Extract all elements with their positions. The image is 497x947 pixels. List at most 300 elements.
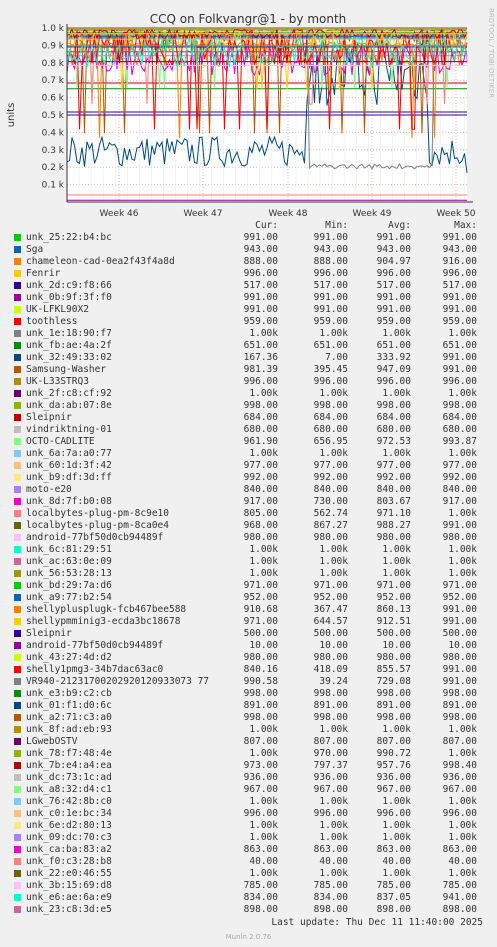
legend-max-value: 993.87 — [442, 436, 477, 447]
legend-min-value: 1.00k — [319, 832, 348, 843]
legend-swatch — [14, 750, 21, 757]
legend-max-value: 1.00k — [448, 388, 477, 399]
legend-swatch — [14, 702, 21, 709]
legend-max-value: 1.00k — [448, 448, 477, 459]
side-label: RRDTOOL / TOBI OETIKER — [487, 8, 495, 99]
legend-row — [0, 460, 497, 472]
legend-avg-value: 1.00k — [382, 448, 411, 459]
legend-series-name: unk_01:f1:d0:6c — [26, 700, 112, 711]
legend-swatch — [14, 870, 21, 877]
legend-swatch — [14, 438, 21, 445]
legend-swatch — [14, 666, 21, 673]
legend-avg-value: 807.00 — [376, 736, 411, 747]
legend-swatch — [14, 570, 21, 577]
legend-cur-value: 891.00 — [243, 700, 278, 711]
legend-max-value: 917.00 — [442, 496, 477, 507]
legend-avg-value: 837.05 — [376, 892, 411, 903]
legend-avg-value: 517.00 — [376, 280, 411, 291]
legend-min-value: 971.00 — [313, 580, 348, 591]
legend-swatch — [14, 534, 21, 541]
legend-max-value: 998.00 — [442, 712, 477, 723]
legend-swatch — [14, 618, 21, 625]
legend-row — [0, 352, 497, 364]
legend-max-value: 40.00 — [448, 856, 477, 867]
y-tick-label: 0.5 k — [41, 111, 64, 121]
legend-min-value: 998.00 — [313, 400, 348, 411]
legend-row — [0, 424, 497, 436]
legend-min-value: 996.00 — [313, 808, 348, 819]
legend-avg-value: 1.00k — [382, 328, 411, 339]
legend-avg-value: 996.00 — [376, 376, 411, 387]
legend-cur-value: 952.00 — [243, 592, 278, 603]
legend-max-value: 977.00 — [442, 460, 477, 471]
legend-min-value: 395.45 — [313, 364, 348, 375]
legend-avg-value: 998.00 — [376, 712, 411, 723]
y-tick-label: 0.3 k — [41, 145, 64, 156]
legend-series-name: unk_23:c8:3d:e5 — [26, 904, 112, 915]
legend-series-name: unk_2f:c8:cf:92 — [26, 388, 112, 399]
legend-avg-value: 943.00 — [376, 244, 411, 255]
legend-avg-value: 891.00 — [376, 700, 411, 711]
legend-cur-value: 967.00 — [243, 784, 278, 795]
legend-min-value: 992.00 — [313, 472, 348, 483]
legend-cur-value: 996.00 — [243, 808, 278, 819]
legend-row — [0, 280, 497, 292]
legend-cur-value: 980.00 — [243, 532, 278, 543]
legend-min-value: 991.00 — [313, 232, 348, 243]
legend-max-value: 998.40 — [442, 760, 477, 771]
legend-row — [0, 304, 497, 316]
legend-min-value: 1.00k — [319, 724, 348, 735]
legend-avg-value: 1.00k — [382, 724, 411, 735]
legend-max-value: 952.00 — [442, 592, 477, 603]
legend-cur-value: 1.00k — [249, 748, 278, 759]
legend-min-value: 888.00 — [313, 256, 348, 267]
legend-cur-value: 680.00 — [243, 424, 278, 435]
legend-max-value: 807.00 — [442, 736, 477, 747]
legend-max-value: 898.00 — [442, 904, 477, 915]
legend-swatch — [14, 366, 21, 373]
legend-avg-value: 803.67 — [376, 496, 411, 507]
legend-cur-value: 1.00k — [249, 868, 278, 879]
legend-swatch — [14, 354, 21, 361]
legend-min-value: 680.00 — [313, 424, 348, 435]
legend-swatch — [14, 258, 21, 265]
legend-cur-value: 1.00k — [249, 556, 278, 567]
legend-cur-value: 807.00 — [243, 736, 278, 747]
legend-max-value: 1.00k — [448, 556, 477, 567]
legend-avg-value: 996.00 — [376, 808, 411, 819]
legend-row — [0, 712, 497, 724]
legend-row — [0, 652, 497, 664]
legend-cur-value: 167.36 — [243, 352, 278, 363]
legend-avg-value: 1.00k — [382, 820, 411, 831]
legend-min-value: 418.09 — [313, 664, 348, 675]
legend-max-value: 1.00k — [448, 328, 477, 339]
legend-min-value: 967.00 — [313, 784, 348, 795]
legend-cur-value: 785.00 — [243, 880, 278, 891]
legend-min-value: 898.00 — [313, 904, 348, 915]
legend-series-name: unk_78:f7:48:4e — [26, 748, 112, 759]
x-tick-label: Week 47 — [183, 209, 223, 219]
legend-swatch — [14, 498, 21, 505]
legend-series-name: unk_32:49:33:02 — [26, 352, 112, 363]
legend-min-value: 1.00k — [319, 388, 348, 399]
legend-series-name: shellyplusplugk-fcb467bee588 — [26, 604, 187, 615]
legend-swatch — [14, 510, 21, 517]
legend-series-name: localbytes-plug-pm-8c9e10 — [26, 508, 169, 519]
legend-swatch — [14, 762, 21, 769]
legend-avg-value: 680.00 — [376, 424, 411, 435]
legend-avg-value: 971.10 — [376, 508, 411, 519]
legend-cur-value: 971.00 — [243, 580, 278, 591]
munin-version: Munin 2.0.76 — [225, 933, 272, 941]
legend-max-value: 991.00 — [442, 676, 477, 687]
legend-swatch — [14, 726, 21, 733]
legend-max-value: 941.00 — [442, 892, 477, 903]
legend-row — [0, 376, 497, 388]
legend-max-value: 991.00 — [442, 292, 477, 303]
legend-swatch — [14, 654, 21, 661]
legend-cur-value: 651.00 — [243, 340, 278, 351]
legend-row — [0, 784, 497, 796]
legend-avg-value: 998.00 — [376, 400, 411, 411]
legend-series-name: vindriktning-01 — [26, 424, 112, 435]
y-tick-label: 0.1 k — [41, 180, 64, 191]
legend-min-value: 980.00 — [313, 532, 348, 543]
legend-avg-value: 971.00 — [376, 580, 411, 591]
legend-avg-value: 1.00k — [382, 568, 411, 579]
legend-row — [0, 724, 497, 736]
legend-min-value: 1.00k — [319, 820, 348, 831]
legend-swatch — [14, 582, 21, 589]
legend-avg-value: 729.08 — [376, 676, 411, 687]
legend-cur-value: 910.68 — [243, 604, 278, 615]
legend-cur-value: 991.00 — [243, 304, 278, 315]
legend-cur-value: 863.00 — [243, 844, 278, 855]
legend-cur-value: 998.00 — [243, 712, 278, 723]
legend-swatch — [14, 606, 21, 613]
legend-max-value: 996.00 — [442, 376, 477, 387]
legend-min-value: 867.27 — [313, 520, 348, 531]
y-tick-label: 1.0 k — [41, 24, 64, 34]
legend-min-value: 1.00k — [319, 448, 348, 459]
legend-series-name: VR940-21231700202920120933073 77 — [26, 676, 210, 687]
legend-row — [0, 532, 497, 544]
legend-cur-value: 998.00 — [243, 400, 278, 411]
legend-swatch — [14, 906, 21, 913]
legend-series-name: unk_6c:81:29:51 — [26, 544, 112, 555]
legend-row — [0, 496, 497, 508]
legend-max-value: 991.00 — [442, 604, 477, 615]
legend-min-value: 998.00 — [313, 688, 348, 699]
legend-row — [0, 256, 497, 268]
legend-row — [0, 580, 497, 592]
legend-swatch — [14, 450, 21, 457]
legend-row — [0, 436, 497, 448]
legend-swatch — [14, 246, 21, 253]
legend-min-value: 39.24 — [319, 676, 348, 687]
legend-min-value: 10.00 — [319, 640, 348, 651]
legend-series-name: android-77bf50d0cb94489f — [26, 532, 164, 543]
legend-cur-value: 996.00 — [243, 268, 278, 279]
legend-row — [0, 616, 497, 628]
legend-series-name: unk_e6:ae:6a:e9 — [26, 892, 112, 903]
legend-row — [0, 556, 497, 568]
legend-cur-value: 1.00k — [249, 568, 278, 579]
legend-row — [0, 868, 497, 880]
legend-series-name: unk_6a:7a:a0:77 — [26, 448, 112, 459]
legend-cur-value: 991.00 — [243, 232, 278, 243]
legend-series-name: unk_60:1d:3f:42 — [26, 460, 112, 471]
legend-max-value: 1.00k — [448, 724, 477, 735]
legend-row — [0, 484, 497, 496]
chart-title: CCQ on Folkvangr@1 - by month — [149, 12, 347, 26]
legend-series-name: UK-L33STRQ3 — [26, 376, 89, 387]
legend-row — [0, 592, 497, 604]
legend-series-name: Samsung-Washer — [26, 364, 107, 375]
col-max: Max: — [454, 220, 477, 231]
legend-row — [0, 508, 497, 520]
legend-cur-value: 992.00 — [243, 472, 278, 483]
legend-avg-value: 998.00 — [376, 688, 411, 699]
legend-avg-value: 500.00 — [376, 628, 411, 639]
legend-swatch — [14, 882, 21, 889]
legend-series-name: android-77bf50d0cb94489f — [26, 640, 164, 651]
legend-series-name: localbytes-plug-pm-8ca0e4 — [26, 520, 169, 531]
legend-series-name: unk_76:42:8b:c0 — [26, 796, 112, 807]
legend-avg-value: 977.00 — [376, 460, 411, 471]
legend-max-value: 840.00 — [442, 484, 477, 495]
legend-cur-value: 1.00k — [249, 820, 278, 831]
chart-area — [0, 0, 497, 220]
legend-series-name: unk_8f:ad:eb:93 — [26, 724, 112, 735]
legend-min-value: 936.00 — [313, 772, 348, 783]
y-tick-label: 0.8 k — [41, 58, 64, 69]
legend-cur-value: 840.16 — [243, 664, 278, 675]
legend-row — [0, 244, 497, 256]
legend-swatch — [14, 630, 21, 637]
legend-cur-value: 980.00 — [243, 652, 278, 663]
legend-cur-value: 840.00 — [243, 484, 278, 495]
legend-max-value: 998.00 — [442, 400, 477, 411]
legend-min-value: 840.00 — [313, 484, 348, 495]
legend-cur-value: 973.00 — [243, 760, 278, 771]
legend-avg-value: 936.00 — [376, 772, 411, 783]
legend-max-value: 863.00 — [442, 844, 477, 855]
legend-series-name: unk_8d:7f:b0:08 — [26, 496, 112, 507]
legend-row — [0, 676, 497, 688]
legend-series-name: moto-e20 — [26, 484, 72, 495]
legend-avg-value: 904.97 — [376, 256, 411, 267]
legend-max-value: 980.00 — [442, 532, 477, 543]
legend-min-value: 970.00 — [313, 748, 348, 759]
legend-min-value: 1.00k — [319, 868, 348, 879]
legend-avg-value: 840.00 — [376, 484, 411, 495]
legend-avg-value: 1.00k — [382, 796, 411, 807]
legend-swatch — [14, 642, 21, 649]
legend-row — [0, 844, 497, 856]
x-tick-label: Week 49 — [352, 209, 392, 219]
legend-min-value: 952.00 — [313, 592, 348, 603]
legend-min-value: 998.00 — [313, 712, 348, 723]
legend-cur-value: 10.00 — [249, 640, 278, 651]
legend-row — [0, 832, 497, 844]
legend-swatch — [14, 774, 21, 781]
legend-avg-value: 785.00 — [376, 880, 411, 891]
legend-cur-value: 834.00 — [243, 892, 278, 903]
legend-max-value: 967.00 — [442, 784, 477, 795]
col-cur: Cur: — [255, 220, 278, 231]
legend-cur-value: 500.00 — [243, 628, 278, 639]
legend-max-value: 959.00 — [442, 316, 477, 327]
y-tick-label: 0.6 k — [41, 93, 64, 104]
legend-max-value: 916.00 — [442, 256, 477, 267]
legend-max-value: 991.00 — [442, 616, 477, 627]
legend-series-name: unk_dc:73:1c:ad — [26, 772, 112, 783]
legend-avg-value: 333.92 — [376, 352, 411, 363]
legend-series-name: unk_56:53:28:13 — [26, 568, 112, 579]
legend-max-value: 1.00k — [448, 832, 477, 843]
legend-row — [0, 820, 497, 832]
legend-cur-value: 1.00k — [249, 388, 278, 399]
legend-row — [0, 796, 497, 808]
legend-avg-value: 912.51 — [376, 616, 411, 627]
legend-swatch — [14, 810, 21, 817]
legend-swatch — [14, 858, 21, 865]
legend-swatch — [14, 282, 21, 289]
legend-max-value: 680.00 — [442, 424, 477, 435]
legend-row — [0, 640, 497, 652]
legend-series-name: unk_43:27:4d:d2 — [26, 652, 112, 663]
legend-swatch — [14, 270, 21, 277]
legend-series-name: unk_a9:77:b2:54 — [26, 592, 112, 603]
legend-swatch — [14, 330, 21, 337]
legend-avg-value: 10.00 — [382, 640, 411, 651]
x-tick-label: Week 50 — [436, 209, 476, 219]
legend-series-name: unk_09:dc:70:c3 — [26, 832, 112, 843]
legend-series-name: unk_b9:df:3d:ff — [26, 472, 112, 483]
legend-swatch — [14, 558, 21, 565]
legend-max-value: 996.00 — [442, 268, 477, 279]
legend-series-name: unk_e3:b9:c2:cb — [26, 688, 112, 699]
legend-max-value: 991.00 — [442, 232, 477, 243]
legend-series-name: unk_25:22:b4:bc — [26, 232, 112, 243]
legend-min-value: 943.00 — [313, 244, 348, 255]
legend-row — [0, 748, 497, 760]
legend-min-value: 785.00 — [313, 880, 348, 891]
legend-max-value: 991.00 — [442, 364, 477, 375]
legend-row — [0, 880, 497, 892]
legend-cur-value: 943.00 — [243, 244, 278, 255]
legend-max-value: 991.00 — [442, 664, 477, 675]
legend-row — [0, 316, 497, 328]
legend-series-name: unk_22:e0:46:55 — [26, 868, 112, 879]
legend-series-name: chameleon-cad-0ea2f43f4a8d — [26, 256, 175, 267]
legend-series-name: Sga — [26, 244, 44, 255]
legend-swatch — [14, 738, 21, 745]
legend-min-value: 367.47 — [313, 604, 348, 615]
legend-avg-value: 967.00 — [376, 784, 411, 795]
legend-series-name: unk_a2:71:c3:a0 — [26, 712, 112, 723]
legend-avg-value: 959.00 — [376, 316, 411, 327]
legend-cur-value: 1.00k — [249, 544, 278, 555]
legend-swatch — [14, 378, 21, 385]
legend-max-value: 1.00k — [448, 868, 477, 879]
legend-row — [0, 904, 497, 916]
legend-avg-value: 947.09 — [376, 364, 411, 375]
legend-series-name: unk_c0:1e:bc:34 — [26, 808, 112, 819]
legend-series-name: Fenrir — [26, 268, 61, 279]
legend-series-name: unk_bd:29:7a:d6 — [26, 580, 112, 591]
legend-min-value: 684.00 — [313, 412, 348, 423]
legend-swatch — [14, 294, 21, 301]
legend-series-name: unk_ac:63:0e:09 — [26, 556, 112, 567]
legend-min-value: 1.00k — [319, 544, 348, 555]
legend-row — [0, 412, 497, 424]
legend-series-name: unk_a8:32:d4:c1 — [26, 784, 112, 795]
legend-avg-value: 990.72 — [376, 748, 411, 759]
y-axis-label: units — [6, 102, 17, 128]
legend-swatch — [14, 306, 21, 313]
legend-swatch — [14, 234, 21, 241]
legend-series-name: Sleipnir — [26, 628, 72, 639]
legend-min-value: 980.00 — [313, 652, 348, 663]
legend-series-name: LGwebOSTV — [26, 736, 78, 747]
legend-series-name: OCTO-CADLITE — [26, 436, 95, 447]
legend-min-value: 991.00 — [313, 304, 348, 315]
x-tick-label: Week 46 — [99, 209, 139, 219]
legend-max-value: 1.00k — [448, 796, 477, 807]
legend-max-value: 1.00k — [448, 748, 477, 759]
legend-row — [0, 700, 497, 712]
legend-series-name: unk_ca:ba:83:a2 — [26, 844, 112, 855]
legend-swatch — [14, 390, 21, 397]
legend-max-value: 684.00 — [442, 412, 477, 423]
legend-avg-value: 972.53 — [376, 436, 411, 447]
legend-max-value: 980.00 — [442, 652, 477, 663]
legend-max-value: 1.00k — [448, 544, 477, 555]
legend-avg-value: 991.00 — [376, 304, 411, 315]
legend-row — [0, 448, 497, 460]
legend-row — [0, 544, 497, 556]
legend-swatch — [14, 546, 21, 553]
legend-row — [0, 388, 497, 400]
legend-swatch — [14, 462, 21, 469]
legend-min-value: 730.00 — [313, 496, 348, 507]
legend-series-name: unk_3b:15:69:d8 — [26, 880, 112, 891]
legend-max-value: 991.00 — [442, 304, 477, 315]
legend-cur-value: 971.00 — [243, 616, 278, 627]
legend-swatch — [14, 474, 21, 481]
legend-cur-value: 1.00k — [249, 832, 278, 843]
legend-cur-value: 959.00 — [243, 316, 278, 327]
legend-min-value: 644.57 — [313, 616, 348, 627]
legend-max-value: 998.00 — [442, 688, 477, 699]
legend-row — [0, 268, 497, 280]
legend-series-name: unk_f0:c3:28:b8 — [26, 856, 112, 867]
legend-avg-value: 860.13 — [376, 604, 411, 615]
legend-avg-value: 1.00k — [382, 832, 411, 843]
legend-series-name: unk_1e:18:90:f7 — [26, 328, 112, 339]
col-avg: Avg: — [388, 220, 411, 231]
legend-min-value: 656.95 — [313, 436, 348, 447]
legend-min-value: 517.00 — [313, 280, 348, 291]
legend-min-value: 991.00 — [313, 292, 348, 303]
legend-min-value: 7.00 — [325, 352, 348, 363]
legend-avg-value: 651.00 — [376, 340, 411, 351]
legend-avg-value: 991.00 — [376, 232, 411, 243]
